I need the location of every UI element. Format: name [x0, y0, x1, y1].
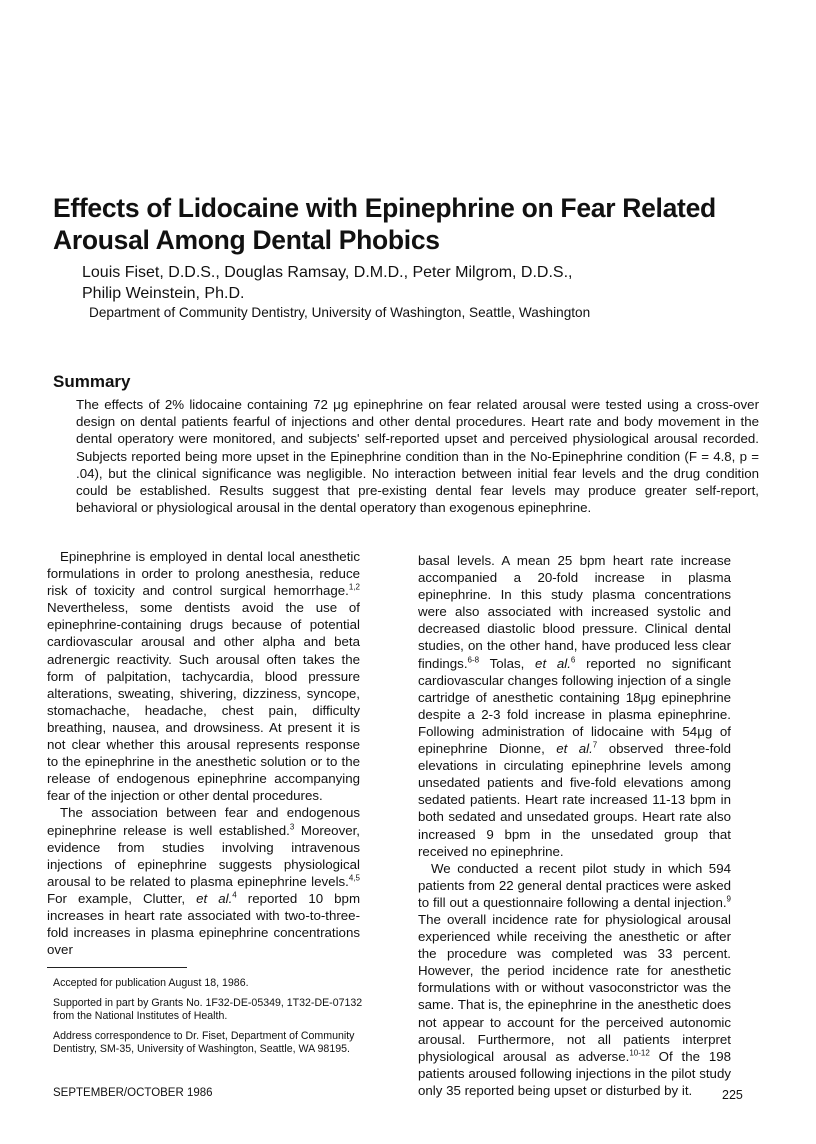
footnote-support: Supported in part by Grants No. 1F32-DE-05349, 1T32-DE-07132 from the National Institutes of Health.: [53, 997, 363, 1023]
abstract-text: The effects of 2% lidocaine containing 72 μg epinephrine on fear related arousal were tested using a cross-over design on dental patients fearful of injections and other dental procedures. Heart rate and body movement in the dental operatory were monitored, and subjects' self-reported upset and perceived physiological arousal recorded. Subjects reported being more upset in the Epinephrine condition than in the No-Epinephrine condition (F = 4.8, p = .04), but the clinical significance was negligible. No interaction between initial fear levels and the drug condition could be established. Results suggest that pre-existing dental fear levels may produce greater self-report, behavioral or physiological arousal in the dental operatory than exogenous epinephrine.: [76, 397, 759, 516]
body-paragraph: basal levels. A mean 25 bpm heart rate increase accompanied a 20-fold increase in plasma epinephrine. In this study plasma concentrations were also associated with increased systolic and decreased diastolic blood pressure. Clinical dental studies, on the other hand, have produced less clear findings.$^{6-8}$ Tolas, et al.$^6$ reported no significant cardiovascular changes following injection of a single cartridge of anesthetic containing 18μg epinephrine despite a 2-3 fold increase in plasma epinephrine. Following administration of lidocaine with 54μg of epinephrine Dionne, et al.$^7$ observed three-fold elevations in circulating epinephrine levels among unsedated patients and five-fold elevations among sedated patients. Heart rate increased 11-13 bpm in both sedated and unsedated groups. Heart rate also increased 9 bpm in the unsedated group that received no epinephrine.: [418, 553, 732, 859]
page-number: 225: [722, 1088, 743, 1102]
body-paragraph: The association between fear and endogenous epinephrine release is well established.$^3$ Moreover, evidence from studies involving intravenous injections of epinephrine suggests physiological arousal to be related to plasma epinephrine levels.$^{4,5}$ For example, Clutter, et al.$^4$ reported 10 bpm increases in heart rate associated with two-to-three-fold increases in plasma epinephrine concentrations over: [47, 805, 361, 958]
authors-line-2: Philip Weinstein, Ph.D.: [82, 285, 245, 302]
body-column-right: [418, 552, 731, 1099]
footnote-accepted: Accepted for publication August 18, 1986.: [53, 977, 249, 989]
author-list: [82, 262, 782, 304]
journal-issue: SEPTEMBER/OCTOBER 1986: [53, 1087, 213, 1099]
body-paragraph: We conducted a recent pilot study in which 594 patients from 22 general dental practices were asked to fill out a questionnaire following a dental injection.$^9$ The overall incidence rate for physiological arousal experienced while receiving the anesthetic or after the procedure was completed was 33 percent. However, the period incidence rate for anesthetic formulations with or without vasoconstrictor was the same. That is, the epinephrine in the anesthetic does not appear to account for the perceived autonomic arousal. Furthermore, not all patients interpret physiological arousal as adverse.$^{10-12}$ Of the 198 patients aroused following injections in the pilot study only 35 reported being upset or disturbed by it.: [418, 860, 732, 1098]
affiliation: Department of Community Dentistry, University of Washington, Seattle, Washington: [89, 305, 591, 320]
summary-heading: Summary: [53, 372, 131, 391]
body-paragraph: Epinephrine is employed in dental local anesthetic formulations in order to prolong anesthesia, reduce risk of toxicity and control surgical hemorrhage.$^{1,2}$ Nevertheless, some dentists avoid the use of epinephrine-containing drugs because of potential cardiovascular arousal and other alpha and beta adrenergic reactivity. Such arousal often takes the form of palpitation, tachycardia, blood pressure alterations, sweating, shivering, dizziness, syncope, stomachache, headache, chest pain, difficulty breathing, nausea, and drowsiness. At present it is not clear whether this arousal represents response to the epinephrine in the anesthetic solution or to the release of endogenous epinephrine accompanying fear of the injection or other dental procedures.: [47, 549, 360, 804]
authors-line-1: Louis Fiset, D.D.S., Douglas Ramsay, D.M.D., Peter Milgrom, D.D.S.,: [82, 264, 573, 281]
body-column-left: [47, 548, 360, 958]
footnote-divider: [47, 967, 187, 968]
article-title: Effects of Lidocaine with Epinephrine on Fear Related Arousal Among Dental Phobics: [53, 193, 716, 255]
footnote-address: Address correspondence to Dr. Fiset, Department of Community Dentistry, SM-35, University of Washington, Seattle, WA 98195.: [53, 1030, 355, 1056]
